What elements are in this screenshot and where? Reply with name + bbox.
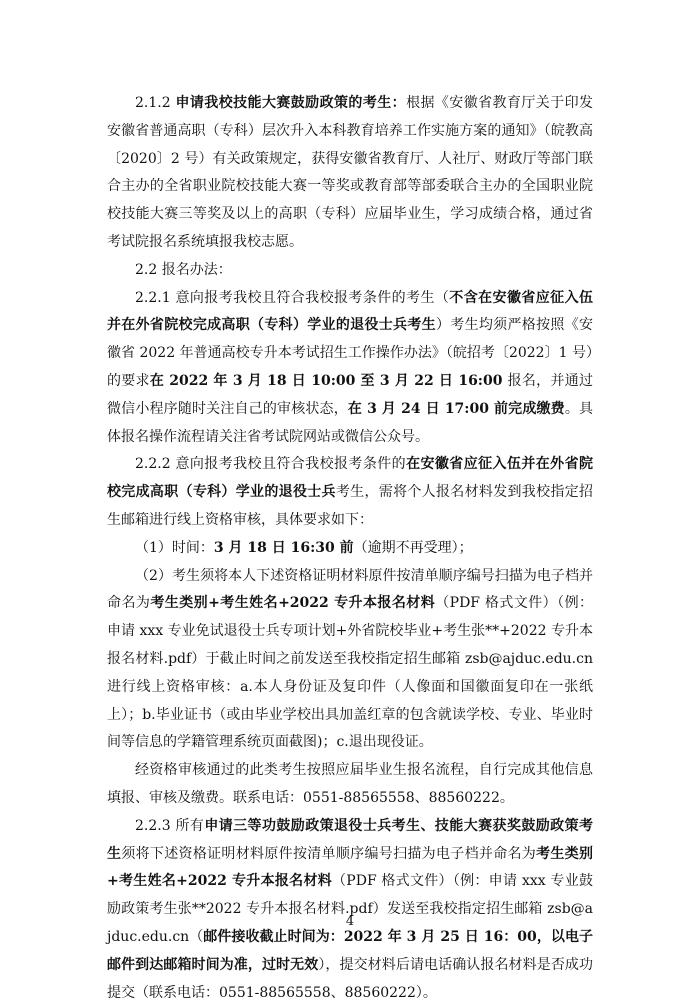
text-run: ），提交材料后请电话确认报名材料是否成功提交（联系电话：0551-88565558、88560222）。 [107,956,594,1001]
paragraph-2-1-2 [107,90,593,257]
page-number: 4 [345,914,355,929]
text-run: 2.2 报名办法： [135,261,232,278]
bold-text-run: 申请三等功鼓励政策退役士兵考生、技能大赛获奖鼓励政策考生 [107,817,593,862]
paragraph-item-1-time [107,535,593,563]
paragraph-contact [107,757,593,813]
text-run: 根据《安徽省教育厅关于印发安徽省普通高职（专科）层次升入本科教育培养工作实施方案的通知》（皖教高〔2020〕2 号）有关政策规定，获得安徽省教育厅、人社厅、财政厅等部门联合主办的全省职业院校技能大赛一等奖或教育部等部委联合主办的全国职业院校技能大赛三等奖及以上的高职（专科）应届毕业生，学习成绩合格，通过省考试院报名系统填报我校志愿。 [107,95,593,250]
text-run: （PDF 格式文件）（例：申请 xxx 专业免试退役士兵专项计划+外省院校毕业+考生张**+2022 专升本报名材料.pdf）于截止时间之前发送至我校指定招生邮箱 zsb@ajduc.edu.cn 进行线上资格审核：a.本人身份证及复印件（人像面和国徽面复印在一张纸上）；b.毕业证书（或由毕业学校出具加盖红章的包含就读学校、专业、毕业时间等信息的学籍管理系统页面截图)；c.退出现役证。 [107,595,594,751]
body-text [107,90,593,1007]
bold-text-run: 3 月 18 日 16:30 前 [213,539,354,556]
text-run: （1）时间： [135,539,214,556]
text-run: 须将下述资格证明材料原件按清单顺序编号扫描为电子档并命名为 [121,845,537,862]
paragraph-item-2-materials [107,563,593,758]
text-run: 考生，需将个人报名材料发到我校指定招生邮箱进行线上资格审核，具体要求如下： [107,484,594,528]
bold-text-run: 在安徽省应征入伍并在外省院校完成高职（专科）学业的退役士兵 [107,456,593,501]
bold-text-run: 邮件接收截止时间为：2022 年 3 月 25 日 16：00，以电子邮件到达邮箱时间为准，过时无效 [107,928,593,973]
bold-text-run: 不含在安徽省应征入伍并在外省院校完成高职（专科）学业的退役士兵考生 [107,289,593,334]
text-run: 报名，并通过微信小程序随时关注自己的审核状态， [107,372,594,417]
text-run: 。具体报名操作流程请关注省考试院网站或微信公众号。 [107,400,594,445]
bold-text-run: 申请我校技能大赛鼓励政策的考生： [175,95,407,111]
text-run: 2.2.3 所有 [135,817,205,834]
bold-text-run: 在 3 月 24 日 17:00 前完成缴费 [347,400,565,417]
text-run: 2.2.1 意向报考我校且符合我校报考条件的考生（ [135,289,450,306]
bold-text-run: 考生类别+考生姓名+2022 专升本报名材料 [150,595,436,612]
text-run: （逾期不再受理）； [353,539,473,556]
text-run: 2.1.2 [135,95,176,111]
bold-text-run: 考生类别+考生姓名+2022 专升本报名材料 [107,845,594,890]
text-run: （2）考生须将本人下述资格证明材料原件按清单顺序编号扫描为电子档并命名为 [107,567,593,612]
paragraph-2-2-3 [107,813,593,1007]
text-run: 经资格审核通过的此类考生按照应届毕业生报名流程，自行完成其他信息填报、审核及缴费。联系电话：0551-88565558、88560222。 [107,762,593,806]
paragraph-2-2-heading [107,257,593,285]
text-run: （PDF 格式文件）（例：申请 xxx 专业鼓励政策考生张**2022 专升本报名材料.pdf）发送至我校指定招生邮箱 zsb@ajduc.edu.cn（ [107,873,593,945]
text-run: ）考生均须严格按照《安徽省 2022 年普通高校专升本考试招生工作操作办法》（皖招考〔2022〕1 号）的要求 [107,317,593,389]
bold-text-run: 在 2022 年 3 月 18 日 10:00 至 3 月 22 日 16:00 [149,372,508,389]
text-run: 2.2.2 意向报考我校且符合我校报考条件的 [135,456,407,473]
paragraph-2-2-2 [107,451,593,534]
paragraph-2-2-1 [107,285,593,452]
